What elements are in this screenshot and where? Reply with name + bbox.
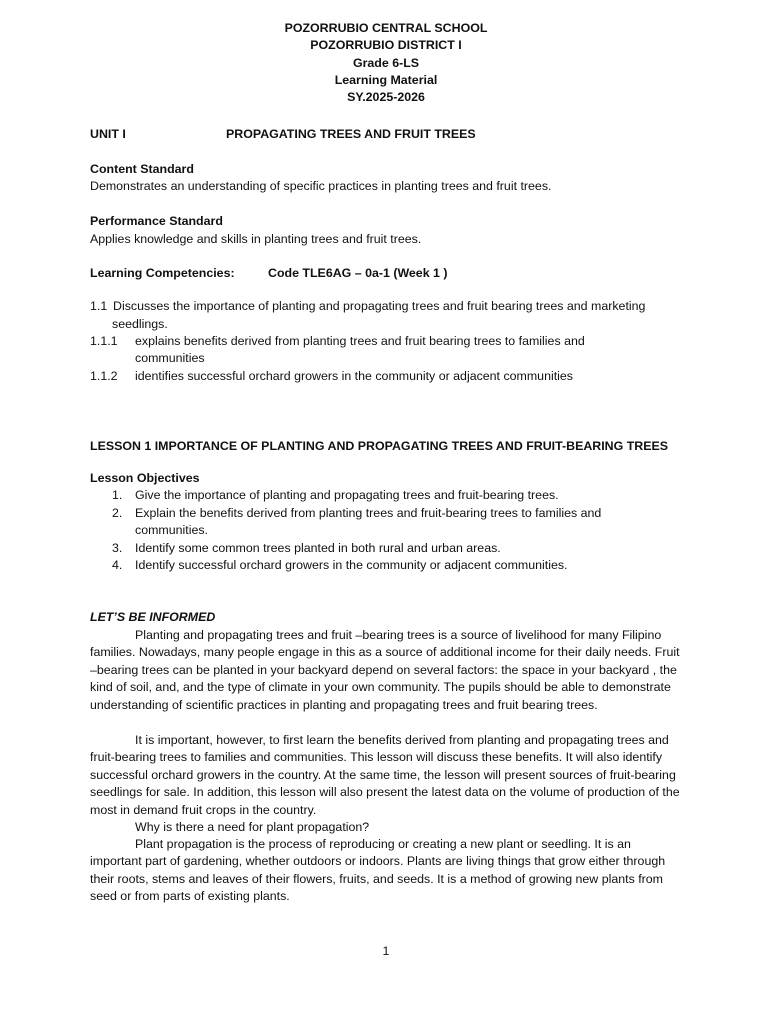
grade-level: Grade 6-LS	[352, 55, 420, 70]
question-line: Why is there a need for plant propagation?	[135, 820, 370, 834]
paragraph: It is important, however, to first learn the benefits derived from planting and propagating trees and fruit-bearing trees to families and communities. This lesson will discuss these benefits. It will also identify successful orchard growers in the country. At the same time, the lesson will present sources of fruit-bearing seedlings for sale. In addition, this lesson will also present the latest data on the volume of production of the most in demand fruit crops in the country.	[90, 733, 680, 817]
competency-text: identifies successful orchard growers in the community or adjacent communities	[135, 369, 573, 383]
school-year: SY.2025-2026	[347, 90, 425, 105]
unit-heading	[90, 127, 682, 141]
competency-text: Discusses the importance of planting and propagating trees and fruit bearing trees and marketing	[113, 299, 646, 313]
paragraph: Planting and propagating trees and fruit –bearing trees is a source of livelihood for many Filipino families. Nowadays, many people engage in this as a source of additional income for their daily needs. Fruit –bearing trees can be planted in your backyard depend on several factors: the space in your backyard , the kind of soil, and, and the type of climate in your own community. The pupils should be able to demonstrate understanding of scientific practices in planting and propagating trees and fruit bearing trees.	[90, 628, 680, 712]
page-number: 1	[382, 944, 390, 958]
lesson-title: LESSON 1 IMPORTANCE OF PLANTING AND PROPAGATING TREES AND FRUIT-BEARING TREES	[90, 439, 669, 453]
objective-number: 4.	[112, 558, 123, 572]
objective-number: 3.	[112, 541, 123, 555]
competency-number: 1.1.2	[90, 369, 118, 383]
competency-item	[90, 369, 682, 383]
competency-item	[90, 334, 682, 348]
content-standard-heading: Content Standard	[90, 162, 194, 176]
competency-text-continued: communities	[135, 351, 205, 365]
section-heading-lets-be-informed: LET’S BE INFORMED	[90, 610, 216, 624]
objective-text: Give the importance of planting and propagating trees and fruit-bearing trees.	[135, 488, 559, 502]
competency-text: explains benefits derived from planting trees and fruit bearing trees to families and	[135, 334, 585, 348]
objective-number: 2.	[112, 506, 123, 520]
competencies-heading-row	[90, 266, 682, 280]
performance-standard-heading: Performance Standard	[90, 214, 223, 228]
objective-number: 1.	[112, 488, 123, 502]
objective-text-continued: communities.	[135, 523, 208, 537]
competencies-heading: Learning Competencies:	[90, 266, 235, 280]
competency-number: 1.1	[90, 299, 108, 313]
competency-number: 1.1.1	[90, 334, 118, 348]
unit-title: PROPAGATING TREES AND FRUIT TREES	[226, 127, 476, 141]
content-standard-text: Demonstrates an understanding of specific practices in planting trees and fruit trees.	[90, 179, 552, 193]
unit-label: UNIT I	[90, 127, 126, 141]
document-page	[90, 0, 682, 1024]
competency-text-continued: seedlings.	[112, 317, 168, 331]
lesson-objectives-heading: Lesson Objectives	[90, 471, 200, 485]
objective-text: Identify successful orchard growers in the community or adjacent communities.	[135, 558, 568, 572]
objective-text: Identify some common trees planted in both rural and urban areas.	[135, 541, 501, 555]
school-name: POZORRUBIO CENTRAL SCHOOL	[284, 21, 488, 35]
paragraph: Plant propagation is the process of reproducing or creating a new plant or seedling. It is an important part of gardening, whether outdoors or indoors. Plants are living things that grow either through their roots, stems and leaves of their flowers, fruits, and seeds. It is a method of growing new plants from seed or from parts of existing plants.	[90, 837, 666, 904]
document-header	[90, 20, 682, 106]
competency-item	[90, 299, 682, 313]
performance-standard-text: Applies knowledge and skills in planting trees and fruit trees.	[90, 232, 422, 246]
district-name: POZORRUBIO DISTRICT I	[310, 38, 462, 53]
material-type: Learning Material	[334, 72, 438, 87]
competency-code: Code TLE6AG – 0a-1 (Week 1 )	[268, 266, 448, 280]
objective-text: Explain the benefits derived from planting trees and fruit-bearing trees to families and	[135, 506, 602, 520]
